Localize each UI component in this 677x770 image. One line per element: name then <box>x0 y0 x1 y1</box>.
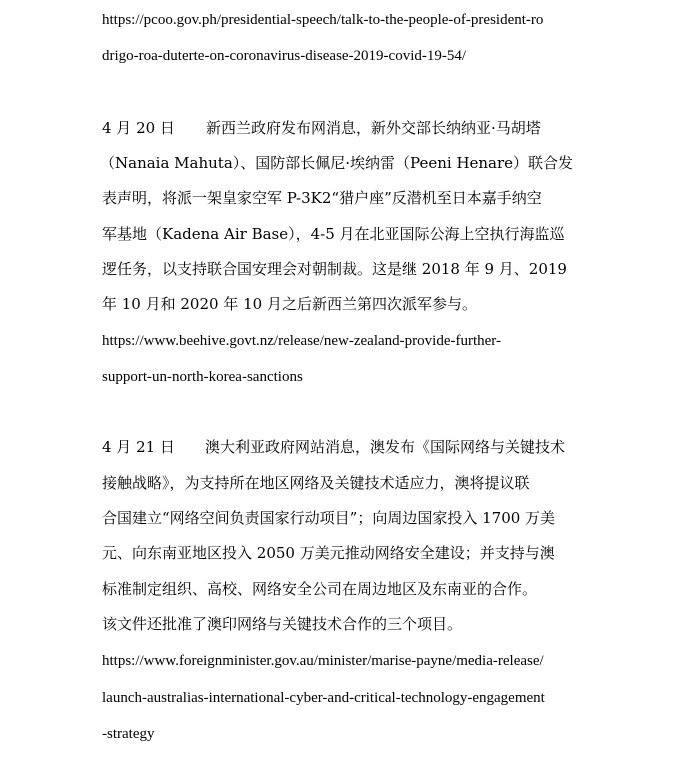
source-url-line[interactable]: https://www.beehive.govt.nz/release/new-zealand-provide-further- <box>102 333 501 349</box>
source-url-line[interactable]: drigo-roa-duterte-on-coronavirus-disease-2019-covid-19-54/ <box>102 48 467 64</box>
entry-paragraph-line <box>102 118 541 138</box>
entry-paragraph-line: 标准制定组织、高校、网络安全公司在周边地区及东南亚的合作。 <box>102 580 538 598</box>
entry-paragraph-line: （Nanaia Mahuta）、国防部长佩尼·埃纳雷（Peeni Henare）联合发 <box>100 154 574 172</box>
entry-paragraph-line: 年 10 月和 2020 年 10 月之后新西兰第四次派军参与。 <box>102 295 477 313</box>
entry-paragraph-line: 接触战略》，为支持所在地区网络及关键技术适应力，澳将提议联 <box>102 474 530 492</box>
entry-text: 新西兰政府发布网消息，新外交部长纳纳亚·马胡塔 <box>206 119 541 137</box>
entry-date: 4 月 21 日 <box>102 438 175 456</box>
entry-date: 4 月 20 日 <box>102 119 175 137</box>
entry-paragraph-line: 元、向东南亚地区投入 2050 万美元推动网络安全建设；并支持与澳 <box>102 544 555 562</box>
entry-paragraph-line <box>102 437 565 457</box>
entry-paragraph-line: 表声明，将派一架皇家空军 P-3K2“猎户座”反潜机至日本嘉手纳空 <box>102 189 542 207</box>
source-url-line[interactable]: https://pcoo.gov.ph/presidential-speech/talk-to-the-people-of-president-ro <box>102 12 544 28</box>
source-url-line[interactable]: https://www.foreignminister.gov.au/minister/marise-payne/media-release/ <box>102 653 544 669</box>
source-url-line[interactable]: support-un-north-korea-sanctions <box>102 369 303 385</box>
entry-paragraph-line: 逻任务，以支持联合国安理会对朝制裁。这是继 2018 年 9 月、2019 <box>102 260 567 278</box>
entry-paragraph-line: 合国建立“网络空间负责国家行动项目”；向周边国家投入 1700 万美 <box>102 509 556 527</box>
entry-paragraph-line: 军基地（Kadena Air Base），4-5 月在北亚国际公海上空执行海监巡 <box>102 225 565 243</box>
entry-paragraph-line: 该文件还批准了澳印网络与关键技术合作的三个项目。 <box>102 615 463 633</box>
entry-text: 澳大利亚政府网站消息，澳发布《国际网络与关键技术 <box>205 438 566 456</box>
source-url-line[interactable]: launch-australias-international-cyber-and-critical-technology-engagement <box>102 690 545 706</box>
source-url-line[interactable]: -strategy <box>102 726 155 742</box>
